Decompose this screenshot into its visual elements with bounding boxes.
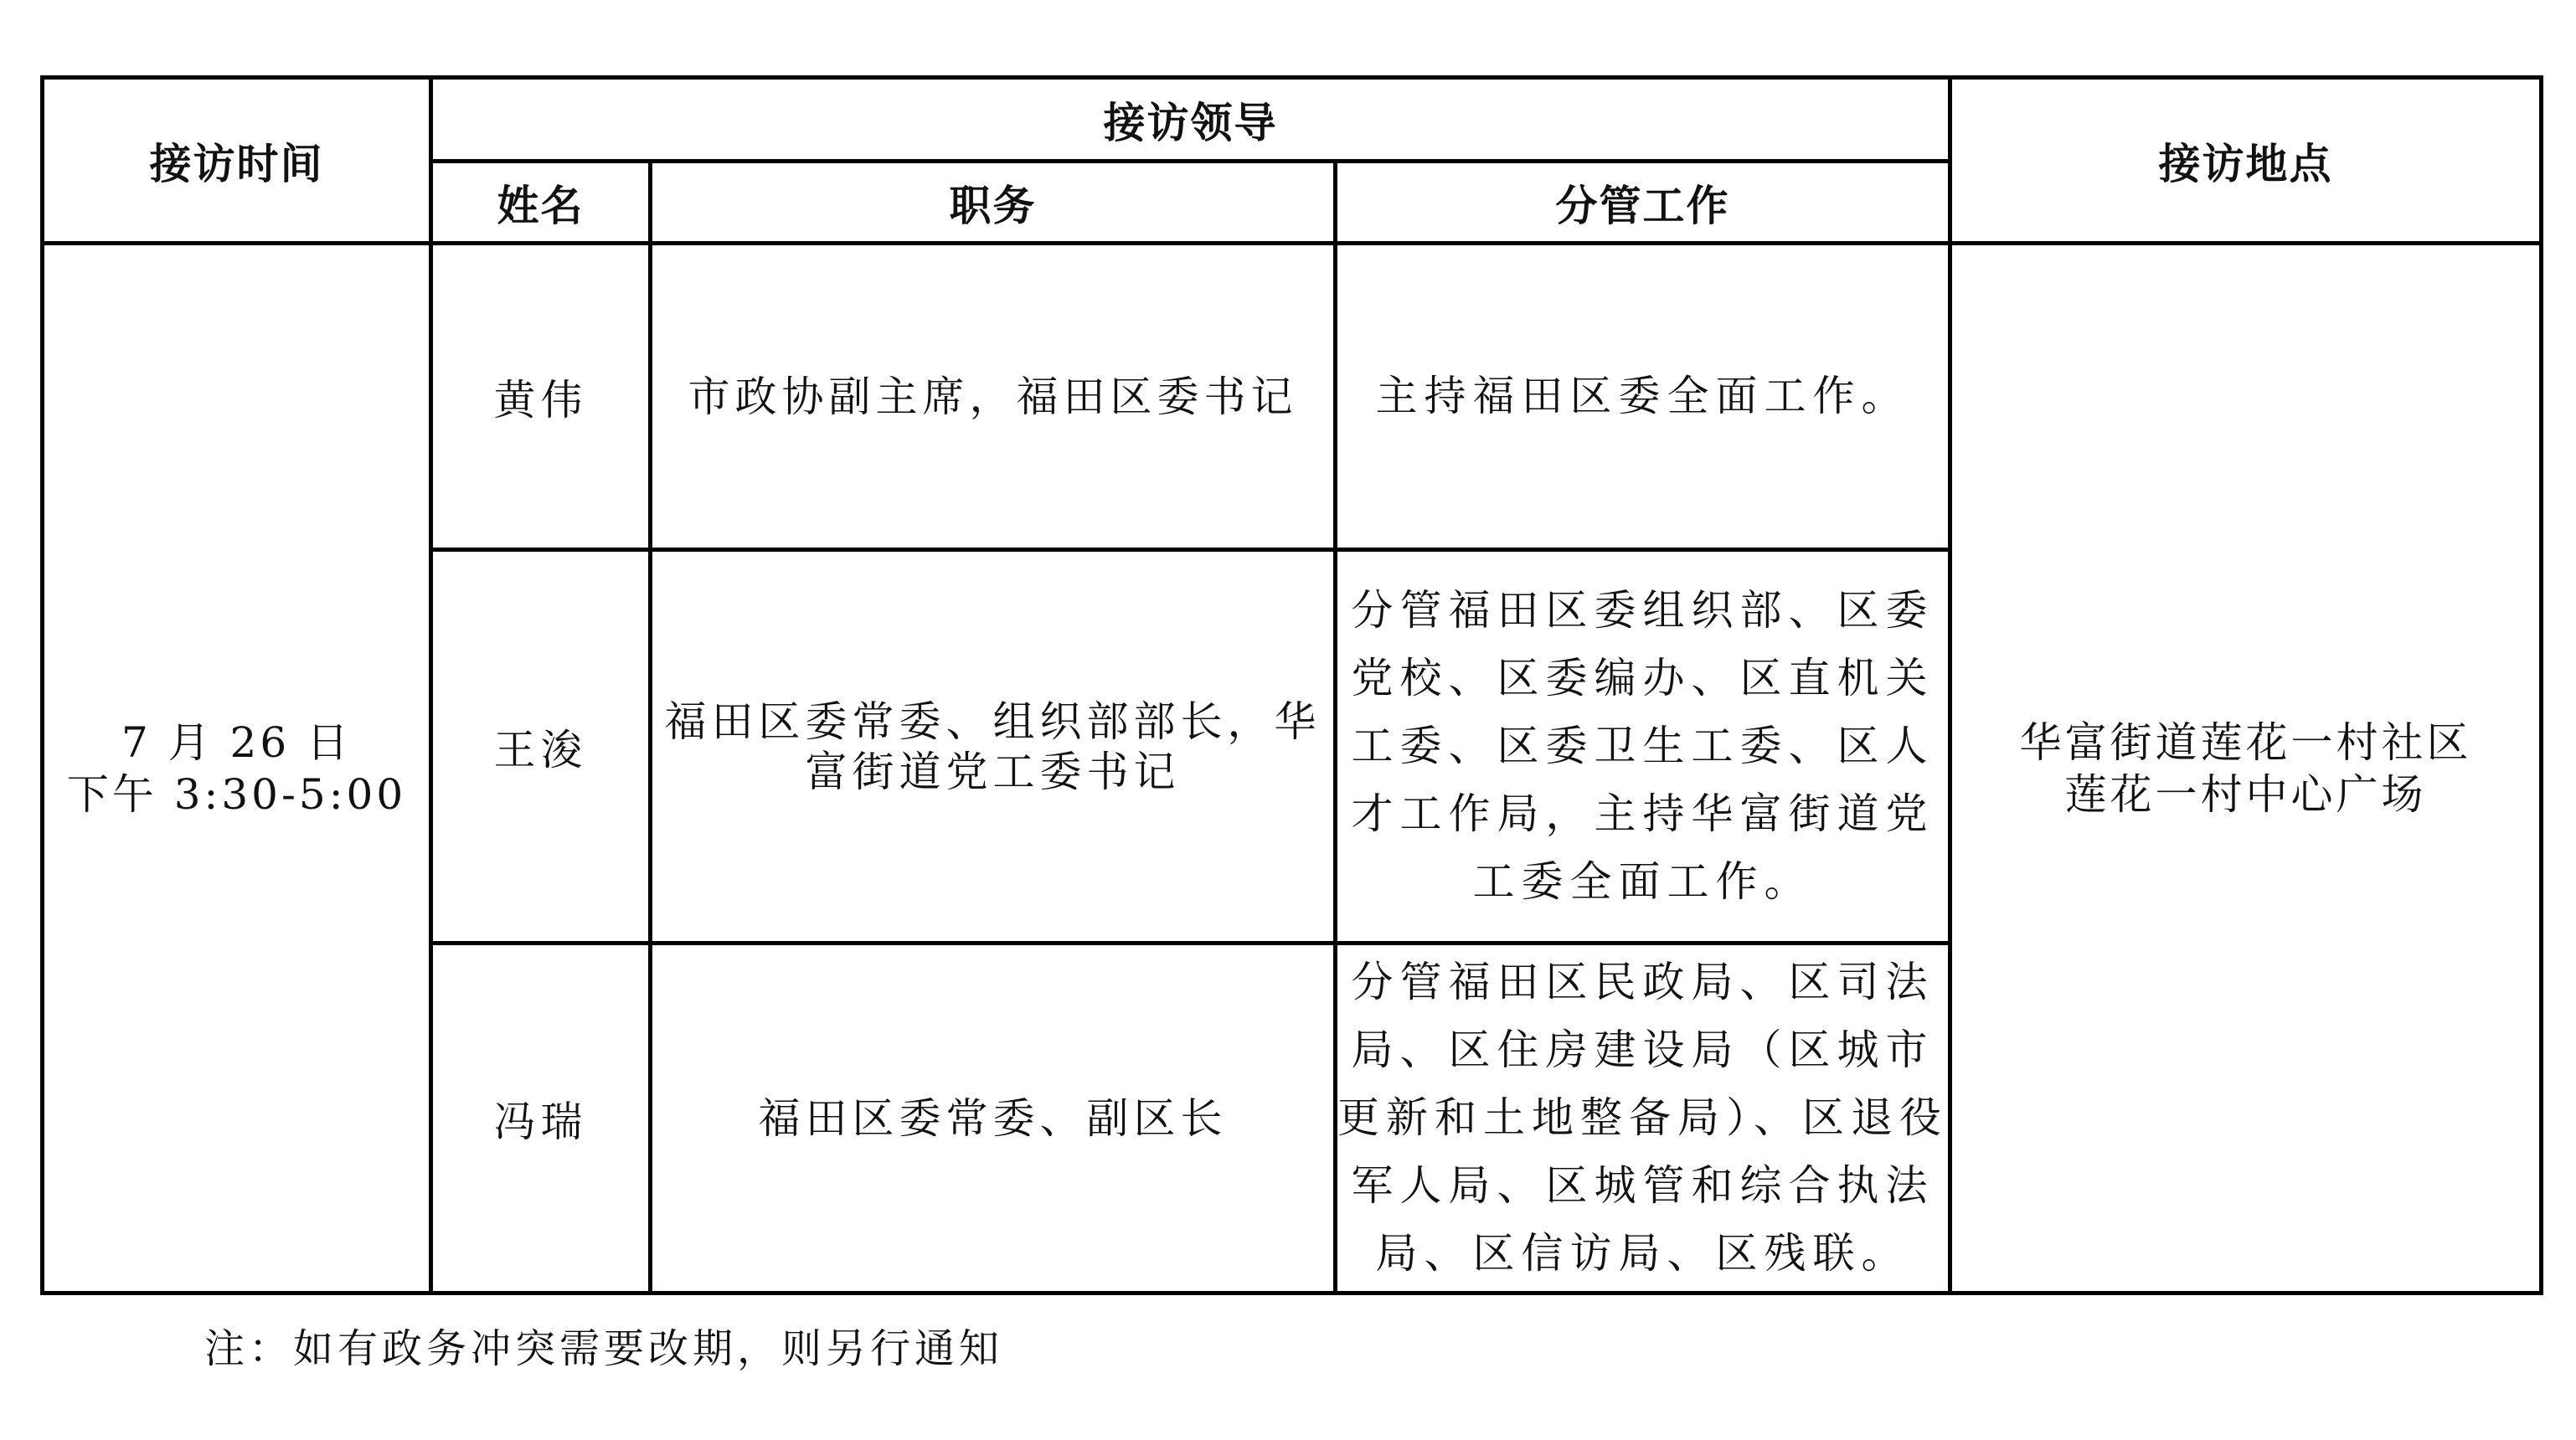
leader-position bbox=[651, 944, 1336, 1293]
leader-work: 主持福田区委全面工作。 bbox=[1336, 244, 1950, 550]
leader-position bbox=[651, 244, 1336, 550]
leader-position-line: 市政协副主席，福田区委书记 bbox=[688, 372, 1298, 421]
header-name: 姓名 bbox=[431, 162, 651, 244]
place-line-2: 莲花一村中心广场 bbox=[2064, 769, 2427, 819]
time-range: 下午 3:30-5:00 bbox=[66, 769, 407, 819]
header-time: 接访时间 bbox=[43, 78, 431, 244]
leader-name: 冯瑞 bbox=[431, 944, 651, 1293]
header-work: 分管工作 bbox=[1336, 162, 1950, 244]
leader-position-line: 福田区委常委、副区长 bbox=[758, 1093, 1228, 1143]
leader-work: 分管福田区委组织部、区委党校、区委编办、区直机关工委、区委卫生工委、区人才工作局，主持华富街道党工委全面工作。 bbox=[1336, 550, 1950, 944]
footnote: 注：如有政务冲突需要改期，则另行通知 bbox=[204, 1325, 1004, 1372]
reception-schedule-table bbox=[40, 75, 2543, 1295]
leader-name: 王浚 bbox=[431, 550, 651, 944]
leader-position-line: 福田区委常委、组织部部长，华 bbox=[664, 697, 1321, 746]
leader-position-line: 富街道党工委书记 bbox=[805, 747, 1181, 796]
place-cell bbox=[1950, 244, 2542, 1293]
time-date: 7 月 26 日 bbox=[121, 717, 353, 767]
place-line-1: 华富街道莲花一村社区 bbox=[2019, 717, 2472, 767]
leader-work: 分管福田区民政局、区司法局、区住房建设局（区城市更新和土地整备局）、区退役军人局、区城管和综合执法局、区信访局、区残联。 bbox=[1336, 944, 1950, 1293]
leader-position bbox=[651, 550, 1336, 944]
header-row-1 bbox=[43, 78, 2542, 162]
header-leader-group: 接访领导 bbox=[431, 78, 1950, 162]
leader-name: 黄伟 bbox=[431, 244, 651, 550]
header-place: 接访地点 bbox=[1950, 78, 2542, 244]
table-row bbox=[43, 244, 2542, 550]
time-cell bbox=[43, 244, 431, 1293]
header-position: 职务 bbox=[651, 162, 1336, 244]
